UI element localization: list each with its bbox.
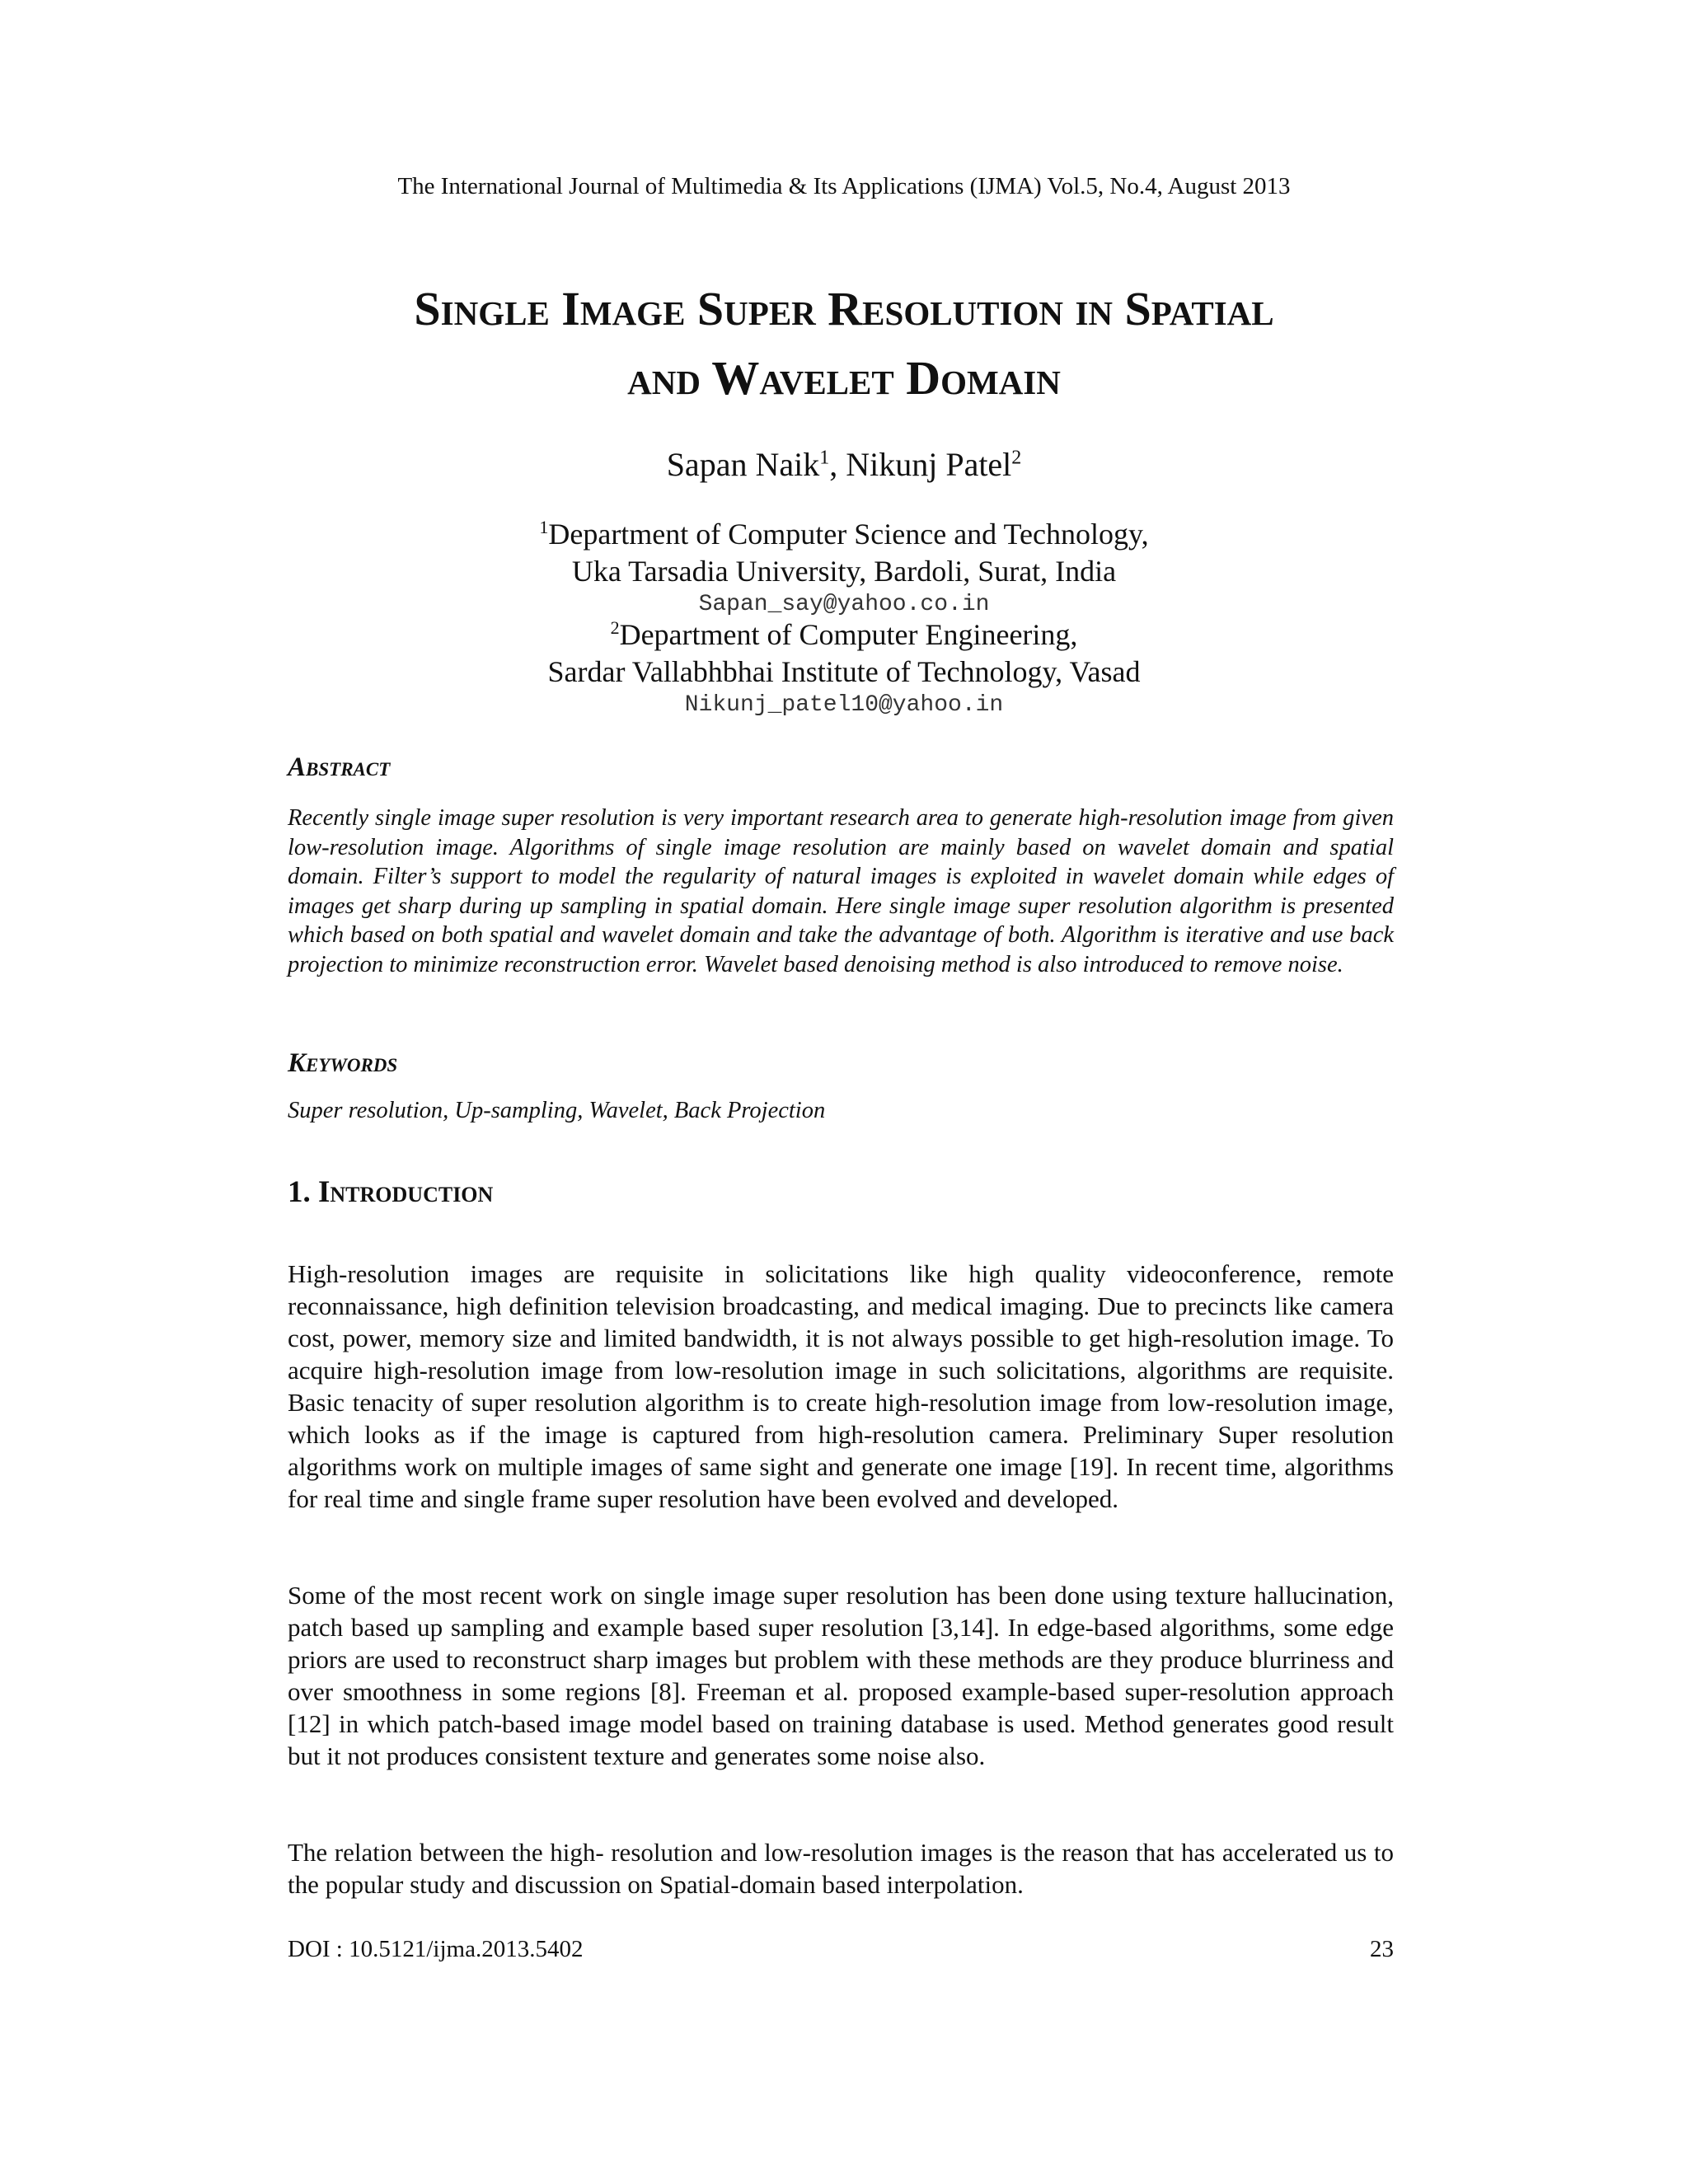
affiliation-1-email: Sapan_say@yahoo.co.in bbox=[698, 592, 990, 617]
author-name-1: Sapan Naik bbox=[666, 446, 820, 483]
abstract-text: Recently single image super resolution is very important research area to generate high-resolution image from given low-resolution image. Algorithms of single image resolution are mainly based on wavelet domain and spatial domain. Filter’s support to model the regularity of natural images is exploited in wavelet domain while edges of images get sharp during up sampling in spatial domain. Here single image super resolution algorithm is presented which based on both spatial and wavelet domain and take the advantage of both. Algorithm is iterative and use back projection to minimize reconstruction error. Wavelet based denoising method is also introduced to remove noise. bbox=[288, 805, 1394, 977]
affiliation-2-email: Nikunj_patel10@yahoo.in bbox=[684, 692, 1004, 718]
author-affiliation-mark-2: 2 bbox=[1011, 447, 1022, 469]
page-number: 23 bbox=[1370, 1936, 1394, 1962]
affiliation-2-line-2: Sardar Vallabhbhai Institute of Technology, Vasad bbox=[547, 655, 1141, 688]
footer-doi: DOI : 10.5121/ijma.2013.5402 bbox=[288, 1936, 584, 1962]
affiliation-2-line-1: $^2$Department of Computer Engineering, bbox=[610, 617, 1078, 651]
affiliation-2-mark: 2 bbox=[610, 617, 620, 638]
introduction-paragraph-1: High-resolution images are requisite in solicitations like high quality videoconference, remote reconnaissance, high definition television broadcasting, and medical imaging. Due to precincts like camera cost, power, memory size and limited bandwidth, it is not always possible to get high-resolution image. To acquire high-resolution image from low-resolution image in such solicitations, algorithms are requisite. Basic tenacity of super resolution algorithm is to create high-resolution image from low-resolution image, which looks as if the image is captured from high-resolution camera. Preliminary Super resolution algorithms work on multiple images of same sight and generate one image [19]. In recent time, algorithms for real time and single frame super resolution have been evolved and developed. bbox=[288, 1259, 1394, 1513]
abstract-label: Abstract bbox=[288, 752, 391, 782]
title-line-2: and Wavelet Domain bbox=[627, 351, 1061, 405]
running-head: The International Journal of Multimedia & Its Applications (IJMA) Vol.5, No.4, August 2013 bbox=[397, 173, 1291, 199]
paper-title bbox=[0, 274, 1688, 413]
author-name-2: Nikunj Patel bbox=[846, 446, 1012, 483]
author-affiliation-mark-1: 1 bbox=[819, 447, 830, 469]
affiliation-1-mark: 1 bbox=[539, 517, 549, 537]
introduction-paragraph-3: The relation between the high- resolution and low-resolution images is the reason that has accelerated us to the popular study and discussion on Spatial-domain based interpolation. bbox=[288, 1838, 1394, 1899]
affiliation-1-line-2: Uka Tarsadia University, Bardoli, Surat, India bbox=[571, 555, 1117, 588]
keywords-label: Keywords bbox=[288, 1048, 398, 1078]
affiliation-1-line-1: $^1$Department of Computer Science and Technology, bbox=[539, 517, 1149, 551]
introduction-paragraph-2: Some of the most recent work on single image super resolution has been done using texture hallucination, patch based up sampling and example based super resolution [3,14]. In edge-based algorithms, some edge priors are used to reconstruct sharp images but problem with these methods are they produce blurriness and over smoothness in some regions [8]. Freeman et al. proposed example-based super-resolution approach [12] in which patch-based image model based on training database is used. Method generates good result but it not produces consistent texture and generates some noise also. bbox=[288, 1581, 1394, 1770]
author-separator: , bbox=[829, 446, 846, 483]
introduction-heading: 1. Introduction bbox=[288, 1175, 494, 1209]
author-list bbox=[0, 445, 1688, 484]
keywords-text: Super resolution, Up-sampling, Wavelet, Back Projection bbox=[288, 1098, 826, 1123]
title-line-1: Single Image Super Resolution in Spatial bbox=[414, 282, 1274, 335]
